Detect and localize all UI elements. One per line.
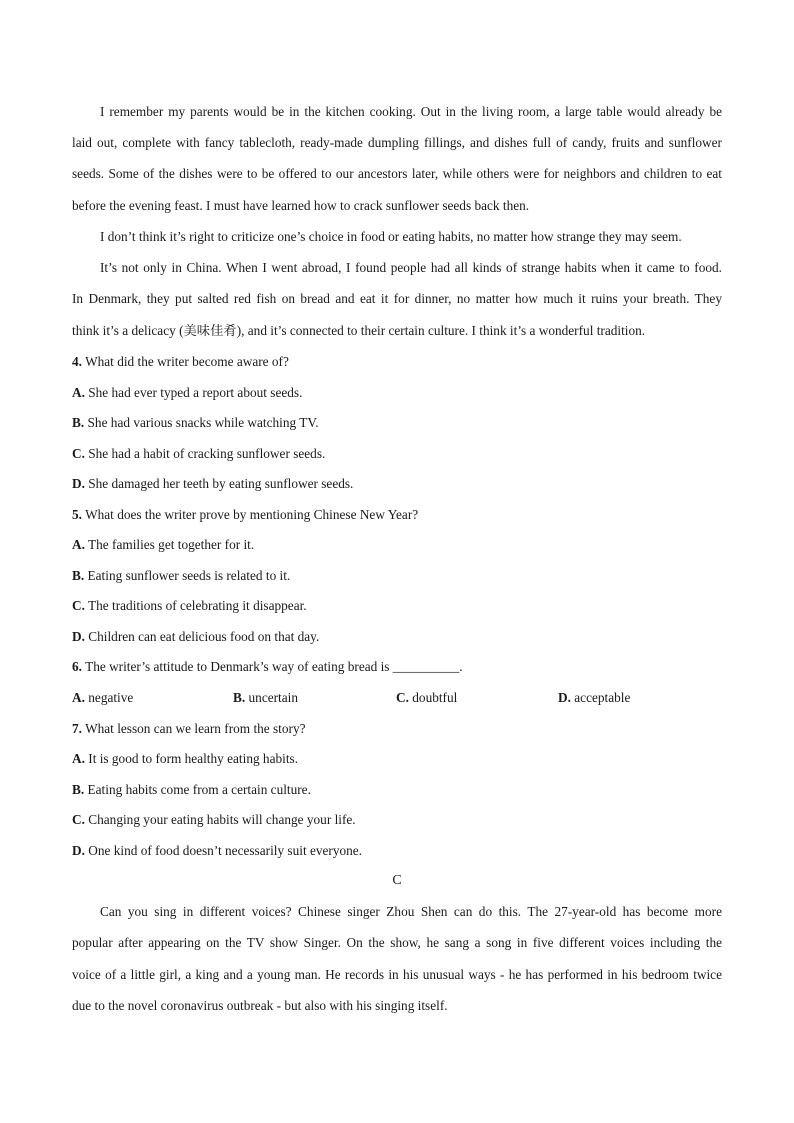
paragraph-line: I remember my parents would be in the kitchen cooking. Out in the living room, a large table would already be: [100, 104, 722, 119]
option-5d: [72, 629, 319, 645]
section-heading: C: [392, 873, 402, 888]
question-text: The writer’s attitude to Denmark’s way of eating bread is __________.: [85, 659, 463, 674]
option-6c: [396, 690, 457, 706]
paragraph-line: popular after appearing on the TV show Singer. On the show, he sang a song in five different voices including the: [72, 935, 722, 950]
question-number: 5.: [72, 507, 82, 522]
option-letter: B.: [233, 690, 246, 705]
option-letter: B.: [72, 568, 85, 583]
paragraph-line: In Denmark, they put salted red fish on bread and eat it for dinner, no matter how much it ruins your breath. They: [72, 291, 722, 306]
question-text: What does the writer prove by mentioning Chinese New Year?: [85, 507, 419, 522]
option-4b: [72, 415, 319, 431]
question-4: [72, 354, 289, 370]
paragraph-line: due to the novel coronavirus outbreak - but also with his singing itself.: [72, 998, 448, 1013]
option-6a: [72, 690, 133, 706]
option-letter: A.: [72, 385, 85, 400]
option-5c: [72, 598, 307, 614]
option-letter: D.: [72, 843, 85, 858]
option-7c: [72, 812, 356, 828]
option-text: negative: [88, 690, 134, 705]
question-number: 6.: [72, 659, 82, 674]
option-text: The families get together for it.: [88, 537, 255, 552]
paragraph-line: voice of a little girl, a king and a young man. He records in his unusual ways - he has performed in his bedroom twice: [72, 967, 722, 982]
option-letter: C.: [72, 812, 85, 827]
question-6: [72, 659, 463, 675]
paragraph-line: It’s not only in China. When I went abroad, I found people had all kinds of strange habits when it came to food.: [100, 260, 722, 275]
paragraph-line: laid out, complete with fancy tablecloth, ready-made dumpling fillings, and dishes full of candy, fruits and sunflower: [72, 135, 722, 150]
option-letter: C.: [72, 598, 85, 613]
option-5a: [72, 537, 254, 553]
option-letter: D.: [72, 629, 85, 644]
option-5b: [72, 568, 290, 584]
option-text: She damaged her teeth by eating sunflower seeds.: [88, 476, 354, 491]
option-text: She had various snacks while watching TV.: [87, 415, 319, 430]
option-letter: C.: [396, 690, 409, 705]
option-7d: [72, 843, 362, 859]
option-4c: [72, 446, 325, 462]
question-text: What did the writer become aware of?: [85, 354, 289, 369]
question-text: What lesson can we learn from the story?: [85, 721, 306, 736]
option-4d: [72, 476, 353, 492]
option-7b: [72, 782, 311, 798]
option-text: Eating habits come from a certain culture.: [87, 782, 311, 797]
option-text: Changing your eating habits will change your life.: [88, 812, 356, 827]
option-6d: [558, 690, 630, 706]
option-text: One kind of food doesn’t necessarily suit everyone.: [88, 843, 363, 858]
option-letter: A.: [72, 537, 85, 552]
option-letter: A.: [72, 751, 85, 766]
option-letter: A.: [72, 690, 85, 705]
question-7: [72, 721, 306, 737]
option-6b: [233, 690, 298, 706]
paragraph-line: think it’s a delicacy (美味佳肴), and it’s connected to their certain culture. I think it’s a wonderful tradition.: [72, 323, 646, 338]
option-text: doubtful: [412, 690, 458, 705]
option-letter: D.: [72, 476, 85, 491]
option-text: She had ever typed a report about seeds.: [88, 385, 303, 400]
option-text: acceptable: [574, 690, 631, 705]
option-text: Eating sunflower seeds is related to it.: [87, 568, 291, 583]
paragraph-line: Can you sing in different voices? Chinese singer Zhou Shen can do this. The 27-year-old has become more: [100, 904, 722, 919]
option-text: The traditions of celebrating it disappear.: [88, 598, 307, 613]
option-text: uncertain: [248, 690, 298, 705]
option-text: Children can eat delicious food on that day.: [88, 629, 320, 644]
option-letter: B.: [72, 782, 85, 797]
question-number: 7.: [72, 721, 82, 736]
option-text: She had a habit of cracking sunflower seeds.: [88, 446, 326, 461]
option-7a: [72, 751, 298, 767]
paragraph-line: before the evening feast. I must have learned how to crack sunflower seeds back then.: [72, 198, 530, 213]
paragraph-line: I don’t think it’s right to criticize one’s choice in food or eating habits, no matter how strange they may seem.: [100, 229, 682, 244]
option-letter: D.: [558, 690, 571, 705]
paragraph-line: seeds. Some of the dishes were to be offered to our ancestors later, while others were for neighbors and children to eat: [72, 166, 722, 181]
question-number: 4.: [72, 354, 82, 369]
option-4a: [72, 385, 302, 401]
question-5: [72, 507, 418, 523]
option-letter: C.: [72, 446, 85, 461]
option-text: It is good to form healthy eating habits.: [88, 751, 299, 766]
option-letter: B.: [72, 415, 85, 430]
